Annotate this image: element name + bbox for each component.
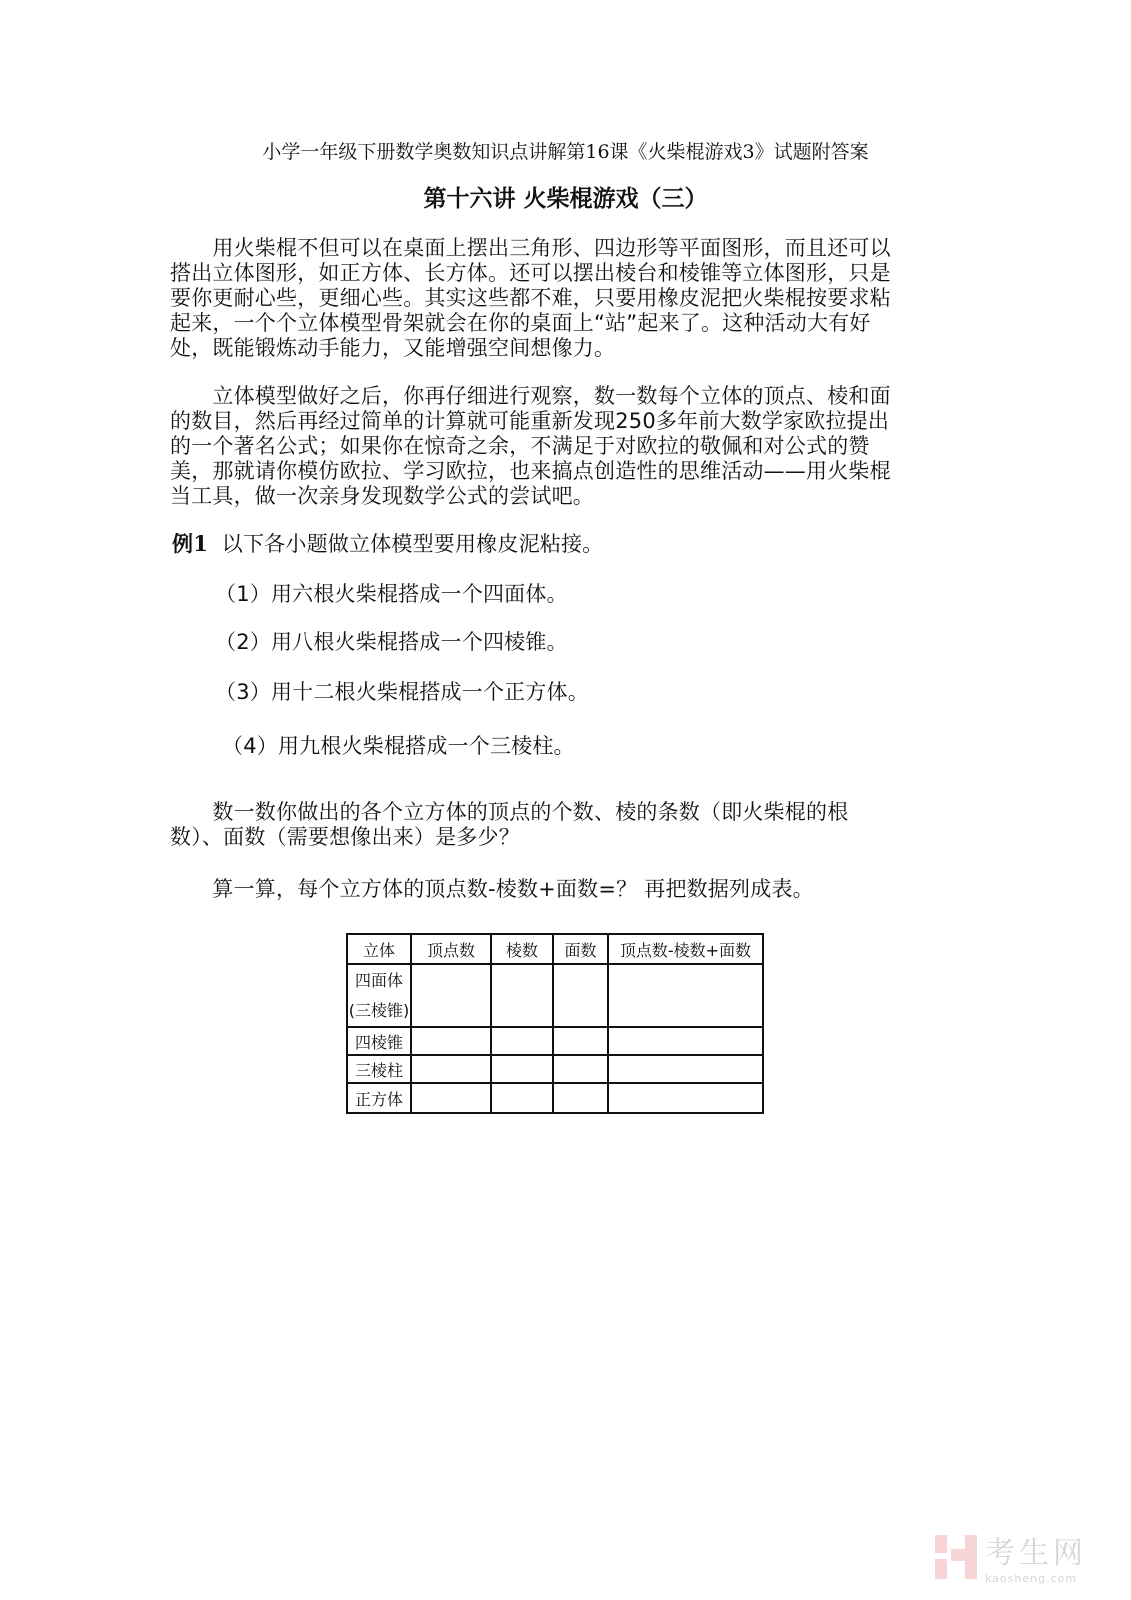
- para2-line: 的一个著名公式；如果你在惊奇之余，不满足于对欧拉的敬佩和对公式的赞: [170, 434, 870, 458]
- para2-line: 当工具，做一次亲身发现数学公式的尝试吧。: [170, 484, 594, 508]
- para4: 算一算，每个立方体的顶点数-棱数+面数=？ 再把数据列成表。: [170, 877, 814, 901]
- example-item: （3）用十二根火柴棍搭成一个正方体。: [215, 680, 589, 704]
- para2-line: 的数目，然后再经过简单的计算就可能重新发现250多年前大数学家欧拉提出: [170, 409, 890, 433]
- table-cell-solid: 三棱柱: [347, 1055, 411, 1083]
- table-row: [347, 964, 763, 1027]
- table-header: 顶点数-棱数+面数: [608, 934, 763, 964]
- example-item: （1）用六根火柴棍搭成一个四面体。: [215, 582, 568, 606]
- watermark: [935, 1528, 1087, 1585]
- para1-line: 起来，一个个立体模型骨架就会在你的桌面上“站”起来了。这种活动大有好: [170, 311, 871, 335]
- example-text: 以下各小题做立体模型要用橡皮泥粘接。: [221, 532, 604, 556]
- watermark-name: 考生网: [985, 1536, 1087, 1571]
- table-cell-solid: 四棱锥: [347, 1027, 411, 1055]
- para2-line: 美，那就请你模仿欧拉、学习欧拉，也来搞点创造性的思维活动——用火柴棍: [170, 459, 891, 483]
- table-cell-solid: 正方体: [347, 1083, 411, 1113]
- watermark-domain: kaosheng.com: [985, 1572, 1078, 1585]
- table-header-row: [347, 934, 763, 964]
- document-title: 小学一年级下册数学奥数知识点讲解第16课《火柴棍游戏3》试题附答案: [262, 141, 869, 163]
- example-label: 例1: [172, 531, 209, 556]
- para2-line: 立体模型做好之后，你再仔细进行观察，数一数每个立体的顶点、棱和面: [170, 384, 891, 408]
- table-header: 立体: [347, 934, 411, 964]
- para3-line: 数）、面数（需要想像出来）是多少？: [170, 825, 520, 849]
- para1-line: 要你更耐心些，更细心些。其实这些都不难，只要用橡皮泥把火柴棍按要求粘: [170, 286, 891, 310]
- para1-line: 用火柴棍不但可以在桌面上摆出三角形、四边形等平面图形，而且还可以: [170, 236, 891, 260]
- table-header: 顶点数: [411, 934, 491, 964]
- para1-line: 处，既能锻炼动手能力，又能增强空间想像力。: [170, 336, 616, 360]
- table-row: [347, 1027, 763, 1055]
- table-header: 棱数: [491, 934, 553, 964]
- example-item: （2）用八根火柴棍搭成一个四棱锥。: [215, 630, 568, 654]
- watermark-logo-icon: [935, 1535, 977, 1579]
- lesson-heading: 第十六讲 火柴棍游戏（三）: [423, 185, 708, 212]
- table-cell-solid: 四面体 (三棱锥): [347, 964, 411, 1027]
- para3-line: 数一数你做出的各个立方体的顶点的个数、棱的条数（即火柴棍的根: [170, 800, 849, 824]
- example-item: （4）用九根火柴棍搭成一个三棱柱。: [222, 734, 575, 758]
- table-row: [347, 1055, 763, 1083]
- table-row: [347, 1083, 763, 1113]
- table-header: 面数: [553, 934, 608, 964]
- para1-line: 搭出立体图形，如正方体、长方体。还可以摆出棱台和棱锥等立体图形，只是: [170, 261, 891, 285]
- euler-table: [346, 933, 764, 1114]
